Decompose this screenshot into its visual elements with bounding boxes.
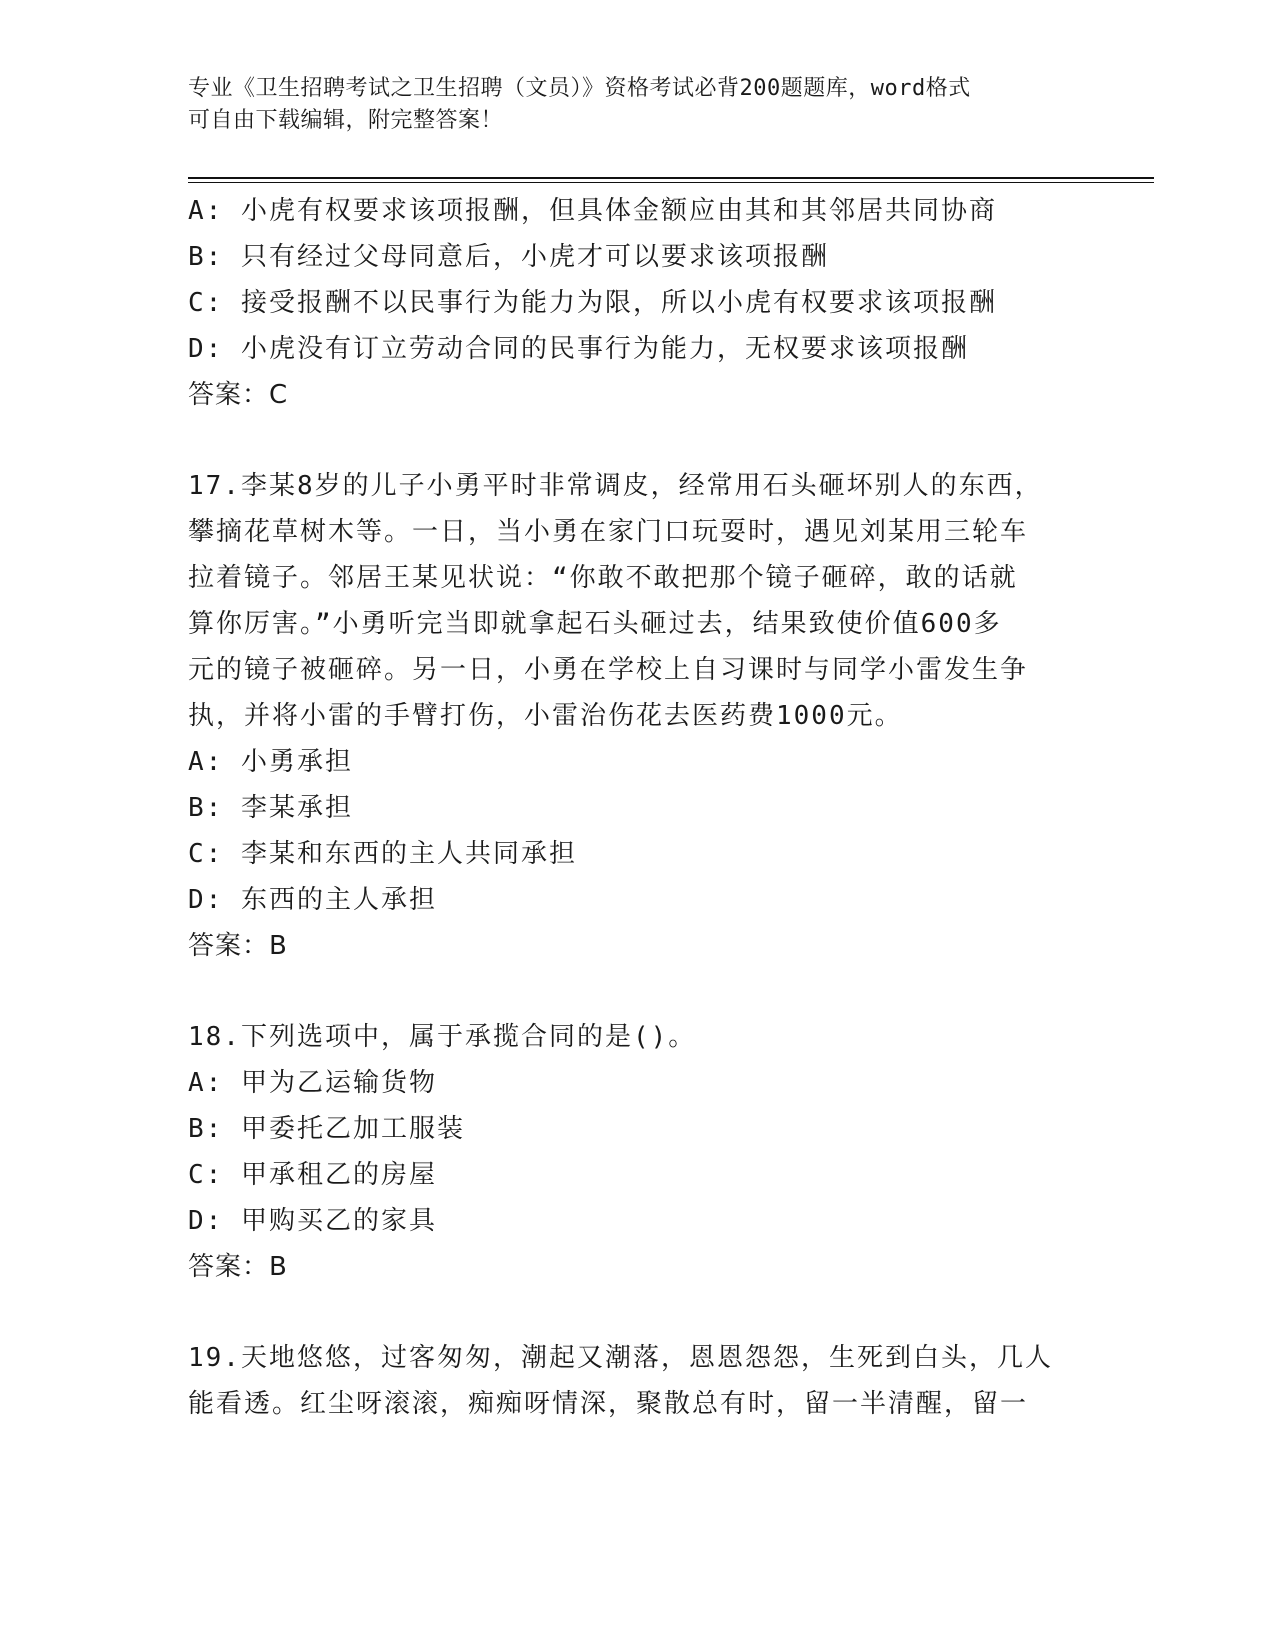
question-stem-line: 算你厉害。”小勇听完当即就拿起石头砸过去，结果致使价值600多 — [188, 609, 1002, 639]
document-header — [188, 73, 1088, 137]
question-stem-line: 拉着镜子。邻居王某见状说：“你敢不敢把那个镜子砸碎，敢的话就 — [188, 563, 1018, 593]
option-a: A: 小虎有权要求该项报酬，但具体金额应由其和其邻居共同协商 — [188, 196, 997, 226]
answer: 答案：B — [188, 1252, 288, 1282]
option-a: A: 甲为乙运输货物 — [188, 1068, 437, 1098]
option-b: B: 甲委托乙加工服装 — [188, 1114, 465, 1144]
document-body — [188, 188, 1068, 1427]
header-rule-thick — [188, 177, 1154, 179]
question-stem-line: 元的镜子被砸碎。另一日，小勇在学校上自习课时与同学小雷发生争 — [188, 655, 1029, 685]
question-stem-line: 执，并将小雷的手臂打伤，小雷治伤花去医药费1000元。 — [188, 701, 903, 731]
question-stem-line: 19.天地悠悠，过客匆匆，潮起又潮落，恩恩怨怨，生死到白头，几人 — [188, 1343, 1053, 1373]
option-b: B: 只有经过父母同意后，小虎才可以要求该项报酬 — [188, 242, 829, 272]
option-c: C: 李某和东西的主人共同承担 — [188, 839, 577, 869]
option-d: D: 小虎没有订立劳动合同的民事行为能力，无权要求该项报酬 — [188, 334, 969, 364]
question-16 — [188, 188, 1068, 418]
header-line-2: 可自由下载编辑，附完整答案！ — [188, 108, 504, 133]
option-d: D: 东西的主人承担 — [188, 885, 437, 915]
option-d: D: 甲购买乙的家具 — [188, 1206, 437, 1236]
option-c: C: 接受报酬不以民事行为能力为限，所以小虎有权要求该项报酬 — [188, 288, 997, 318]
option-a: A: 小勇承担 — [188, 747, 353, 777]
question-stem-line: 能看透。红尘呀滚滚，痴痴呀情深，聚散总有时，留一半清醒，留一 — [188, 1389, 1029, 1419]
header-rule-thin — [188, 182, 1154, 183]
question-stem-line: 攀摘花草树木等。一日，当小勇在家门口玩耍时，遇见刘某用三轮车 — [188, 517, 1029, 547]
question-19 — [188, 1335, 1068, 1427]
header-line-1: 专业《卫生招聘考试之卫生招聘（文员）》资格考试必背200题题库，word格式 — [188, 76, 971, 101]
answer: 答案：C — [188, 380, 289, 410]
question-18 — [188, 1014, 1068, 1290]
option-b: B: 李某承担 — [188, 793, 353, 823]
question-stem-line: 17.李某8岁的儿子小勇平时非常调皮，经常用石头砸坏别人的东西， — [188, 471, 1043, 501]
question-17 — [188, 463, 1068, 969]
question-stem-line: 18.下列选项中，属于承揽合同的是()。 — [188, 1022, 697, 1052]
answer: 答案：B — [188, 931, 288, 961]
option-c: C: 甲承租乙的房屋 — [188, 1160, 437, 1190]
